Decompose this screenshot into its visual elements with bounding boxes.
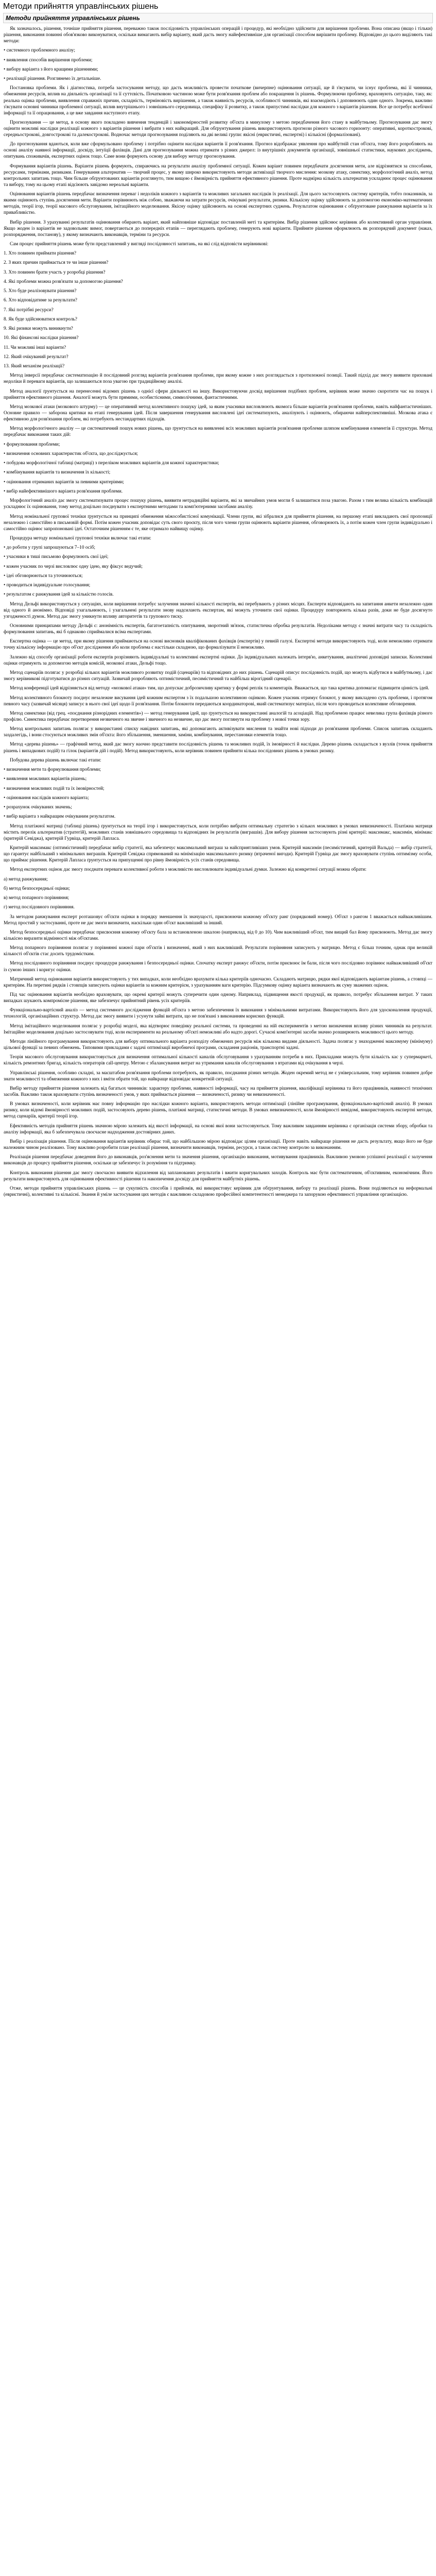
- paragraph: б) метод безпосередньої оцінки;: [4, 886, 70, 891]
- paragraph: Залежно від способу організації роботи експертів розрізняють індивідуальні та колективні експертні оцінки. До індивідуальних належать інтерв'ю, анкетування, аналітичні доповідні записки. Колективні оцінки отримують за допомогою методів комісій, мозкової атаки, Дельфі тощо.: [4, 654, 432, 666]
- paragraph: г) метод послідовного порівняння.: [4, 905, 75, 910]
- paragraph: За методом ранжування експерт розташовує об'єкти оцінки в порядку зменшення їх значущості, присвоюючи кожному об'єкту ранг (порядковий номер). Об'єкт з рангом 1 вважається найважливішим. Метод простий у застосуванні, проте не дає змоги визначити, наскільки один об'єкт важливіший за інший.: [4, 914, 432, 926]
- paragraph: • визначення основних характеристик об'єкта, що досліджується;: [4, 451, 138, 456]
- paragraph: • комбінування варіантів та визначення їх кількості;: [4, 470, 111, 476]
- article-body: [0, 23, 436, 1198]
- paragraph: 7. Які потрібні ресурси?: [4, 307, 54, 313]
- paragraph: Критерій максимакс (оптимістичний) передбачає вибір стратегії, яка забезпечує максимальний виграш за найсприятливіших умов. Критерій максимін (песимістичний, критерій Вальда) — вибір стратегії, що гарантує найбільший з мінімальних виграшів. Критерій Севіджа спрямований на мінімізацію максимального ризику (втраченої вигоди). Критерій Гурвіца дає змогу враховувати ступінь оптимізму особи, що приймає рішення. Критерій Лапласа ґрунтується на припущенні про рівну ймовірність усіх станів середовища.: [4, 845, 432, 863]
- paragraph: Прогнозування — це метод, в основу якого покладено вивчення тенденцій і закономірностей розвитку об'єкта в минулому з метою передбачення його стану в майбутньому. Прогнозування дає змогу оцінити можливі наслідки реалізації кожного з варіантів рішення і вибрати з них найкращий. Для обґрунтування рішень використовують прогнози різного часового горизонту: оперативні, короткострокові, середньострокові, довгострокові та далекострокові. Водночас методи прогнозування поділяють на дві великі групи: якісні (евристичні, експертні) і кількісні (формалізовані).: [4, 120, 432, 138]
- paragraph: Метод імітаційного моделювання полягає у розробці моделі, яка відтворює поведінку реальної системи, та проведенні на ній експериментів з метою визначення впливу різних чинників на результат. Імітаційне моделювання доцільно застосовувати тоді, коли експерименти на реальному об'єкті неможливі або надто дорогі. Сучасні комп'ютерні засоби значно розширюють можливості цього методу.: [4, 1023, 432, 1035]
- paragraph: • реалізації рішення. Розглянемо їх детальніше.: [4, 76, 101, 82]
- paragraph: Постановка проблеми. Як і діагностика, потреба застосування методу, що дасть можливість провести початкове (вичерпне) оцінювання ситуації, ще й з'ясувати, чи існує проблема, які її чинники, обмеження ресурсів, вплив на діяльність організації та її суттєвість. Початковою частиною може бути розв'язання проблем або покращення їх рішень. Формулюючи проблему, враховують ситуацію, таку, як: реальна оцінка проблеми, виявлення справжніх причин, складність, терміновість вирішення, а також наявність ресурсів, особливості чинників, які взаємодіють і доповнюють один одного. Зокрема, важливо з'ясувати основні чинники проблемної ситуації, вплив внутрішнього і зовнішнього середовища, специфіку її розвитку, а також припустимі наслідки для кожного з варіантів рішення. Все це потребує всебічної інформації та її опрацювання, а це вже завдання наступного етапу.: [4, 86, 432, 116]
- paragraph: Метод мозкової атаки (мозкового штурму) — це оперативний метод колективного пошуку ідей, за яким учасники висловлюють якомога більше варіантів розв'язання проблеми, навіть найфантастичніших. Основне правило — заборона критики на етапі генерування ідей. Після завершення генерування висловлені ідеї систематизують, аналізують і оцінюють, обираючи найперспективніші. Мозкова атака є ефективною для розв'язання проблем, які потребують нестандартних підходів.: [4, 404, 432, 422]
- paragraph: Теорія масового обслуговування використовується для визначення оптимальної кількості каналів обслуговування з урахуванням потреби в них. Прикладами можуть бути кількість кас у супермаркеті, кількість ремонтних бригад, кількість операторів call-центру. Метою є збалансування витрат на утримання каналів обслуговування з втратами від очікування в черзі.: [4, 1055, 432, 1066]
- paragraph: Метод послідовного порівняння поєднує процедури ранжування і безпосередньої оцінки. Спочатку експерт ранжує об'єкти, потім присвоює їм бали, після чого послідовно порівнює найважливіший об'єкт із сумою інших і коригує оцінки.: [4, 961, 432, 973]
- paragraph: Формування варіантів рішень. Варіанти рішень формують, спираючись на результати аналізу проблемної ситуації. Кожен варіант повинен передбачати досягнення мети, але відрізнятися за способами, ресурсами, термінами, ризиками. Генерування альтернатив — творчий процес, у якому широко використовують методи активізації творчого мислення: мозкову атаку, синектику, морфологічний аналіз, метод контрольних запитань тощо. Чим більше обґрунтованих варіантів розглянуто, тим вищою є ймовірність прийняття ефективного рішення. Проте надмірна кількість альтернатив ускладнює процес оцінювання та вибору, тому на цьому етапі відсіюють завідомо нереальні варіанти.: [4, 163, 432, 188]
- paragraph: • вибору варіанта з його кращими рішеннями;: [4, 66, 98, 72]
- paragraph: Метод експертних оцінок дає змогу поєднати переваги колективної роботи з можливістю висловлювати індивідуальні думки. Залежно від конкретної ситуації можна обрати:: [10, 867, 367, 873]
- paragraph: в) метод попарного порівняння;: [4, 895, 69, 901]
- paragraph: Метод Дельфі використовується у ситуаціях, коли вирішення потребує залучення значної кількості експертів, які перебувають у різних місцях. Експерти відповідають на запитання анкети незалежно один від одного й анонімно. Відповіді узагальнюють, і узагальнені результати знову надсилають експертам, які можуть уточнити свої оцінки. Процедуру повторюють кілька разів, доки не буде досягнуто узгодженості думок. Метод дає змогу уникнути впливу авторитетів та групового тиску.: [4, 601, 432, 619]
- paragraph: Процедура методу номінальної групової техніки включає такі етапи:: [10, 535, 151, 541]
- paragraph: Експертна оцінка — це метод, при якому рішення приймаються на основі висновків кваліфікованих фахівців (експертів) у певній галузі. Експертні методи використовують тоді, коли неможливо отримати точну кількісну інформацію про об'єкт дослідження або коли проблема є настільки складною, що формалізувати її неможливо.: [4, 639, 432, 651]
- paragraph: 5. Хто буде реалізовувати рішення?: [4, 289, 77, 294]
- paragraph: Матричний метод оцінювання варіантів використовують у тих випадках, коли необхідно врахувати кілька критеріїв одночасно. Складають матрицю, рядки якої відповідають варіантам рішень, а стовпці — критеріям. На перетині рядків і стовпців записують оцінки варіантів за кожним критерієм, з урахуванням ваги критерію. Підсумкову оцінку варіанта визначають як суму зважених оцінок.: [4, 976, 432, 988]
- paragraph: 2. З яких причин приймається те чи інше рішення?: [4, 260, 109, 266]
- paragraph: • кожен учасник по черзі висловлює одну ідею, яку фіксує ведучий;: [4, 564, 143, 569]
- paragraph: Основними принципами методу Дельфі є: анонімність експертів, багатоетапність опитування, зворотний зв'язок, статистична обробка результатів. Недоліками методу є значні витрати часу та складність формулювання запитань, які б однаково сприймалися всіма експертами.: [4, 623, 432, 635]
- paragraph: • визначення можливих подій та їх імовірностей;: [4, 786, 104, 791]
- paragraph: В умовах визначеності, коли керівник має повну інформацію про наслідки кожного варіанта, використовують методи оптимізації (лінійне програмування, функціонально-вартісний аналіз). В умовах ризику, коли відомі ймовірності можливих подій, застосовують дерево рішень, платіжні матриці, статистичні методи. В умовах невизначеності, коли ймовірності невідомі, використовують експертні методи, метод сценаріїв, критерії теорії ігор.: [4, 1101, 432, 1120]
- paragraph: а) метод ранжування;: [4, 876, 48, 882]
- paragraph: 12. Який очікуваний результат?: [4, 354, 68, 360]
- paragraph: Метод конференції ідей відрізняється від методу «мозкової атаки» тим, що допускає доброзичливу критику у формі реплік та коментарів. Вважається, що така критика допомагає підвищити цінність ідей.: [10, 686, 429, 691]
- paragraph: Метод платіжної матриці (таблиці рішень) ґрунтується на теорії ігор і використовується, коли потрібно вибрати оптимальну стратегію з кількох можливих в умовах невизначеності. Платіжна матриця містить перелік альтернатив (стратегій), можливих станів зовнішнього середовища та відповідних їм результатів (виграшів). Для вибору рішення застосовують різні критерії: максимакс, максимін, мінімакс (критерій Севіджа), критерій Гурвіца, критерій Лапласа.: [4, 823, 432, 841]
- paragraph: До прогнозування вдаються, коли вже сформульовано проблему і потрібно оцінити наслідки варіантів її розв'язання. Прогноз відображає уявлення про майбутній стан об'єкта, тому його розробляють на основі аналізу наявної інформації, досвіду, інтуїції фахівців. Дані для прогнозування можна отримати з різних джерел: із внутрішніх документів організації, зовнішньої статистики, наукових досліджень, опитувань споживачів, експертних оцінок тощо. Саме вони формують основу для вибору методу прогнозування.: [4, 142, 432, 160]
- paragraph: Метод аналогії ґрунтується на перенесенні відомих рішень з однієї сфери діяльності на іншу. Використовуючи досвід вирішення подібних проблем, керівник може значно скоротити час на пошук і прийняття ефективного рішення. Аналогії можуть бути прямими, особистісними, символічними, фантастичними.: [4, 388, 432, 400]
- paragraph: • виявлення можливих варіантів рішень;: [4, 776, 87, 782]
- paragraph: • розрахунок очікуваних значень;: [4, 805, 72, 810]
- paragraph: • системного проблемного аналізу;: [4, 48, 75, 54]
- paragraph: • побудова морфологічної таблиці (матриці) з переліком можливих варіантів для кожної характеристики;: [4, 461, 219, 466]
- paragraph: Функціонально-вартісний аналіз — метод системного дослідження функцій об'єкта з метою забезпечення їх виконання з мінімальними витратами. Використовують його для удосконалення продукції, технологій, організаційних структур. Метод дає змогу виявити і усунути зайві витрати, що не пов'язані з виконанням корисних функцій.: [4, 1008, 432, 1020]
- paragraph: 10. Які фінансові наслідки рішення?: [4, 335, 79, 341]
- paragraph: Як зазначалось, рішення, точніше прийняття рішення, переважно також послідовність управлінських операцій і процедур, які необхідно здійснити для вирішення проблеми. Вона описана (якщо і тільки) рішення, виконання повинні обов'язково виконуватися, оскільки вимагають вибір варіанту, який дасть змогу найефективніше для організації способом вирішити проблему. Відповідно до цього виділяють такі методи:: [4, 26, 432, 44]
- paragraph: Метод колективного блокноту поєднує незалежне висування ідей кожним експертом з їх подальшою колективною оцінкою. Кожен учасник отримує блокнот, у якому викладено суть проблеми, і протягом певного часу (зазвичай місяця) записує в нього свої ідеї щодо її розв'язання. Потім блокноти передаються координаторові, який систематизує матеріал, після чого проводиться колективне обговорення.: [4, 695, 432, 707]
- paragraph: Реалізація рішення передбачає доведення його до виконавців, роз'яснення мети та значення рішення, організацію виконання, мотивування працівників. Важливою умовою успішної реалізації є залучення виконавців до процесу прийняття рішення, оскільки це забезпечує їх розуміння та підтримку.: [4, 1155, 432, 1166]
- paragraph: • визначення мети та формулювання проблеми;: [4, 767, 101, 772]
- paragraph: • оцінювання отриманих варіантів за певними критеріями;: [4, 479, 124, 485]
- paragraph: Метод безпосередньої оцінки передбачає присвоєння кожному об'єкту бала за встановленою шкалою (наприклад, від 0 до 10). Чим важливіший об'єкт, тим вищий бал йому присвоюють. Метод дає змогу кількісно виразити відмінності між об'єктами.: [4, 929, 432, 941]
- paragraph: Під час оцінювання варіантів необхідно враховувати, що окремі критерії можуть суперечити один одному. Наприклад, підвищення якості продукції, як правило, потребує збільшення витрат. У таких випадках шукають компромісне рішення, яке забезпечує прийнятний рівень усіх критеріїв.: [4, 992, 432, 1004]
- paragraph: • вибір найефективнішого варіанта розв'язання проблеми.: [4, 488, 123, 494]
- paragraph: • проводиться індивідуальне голосування;: [4, 583, 91, 588]
- paragraph: Управлінські рішення, особливо складні, за масштабом розв'язання проблеми потребують, як правило, поєднання різних методів. Жоден окремий метод не є універсальним, тому керівник повинен добре знати можливості та обмеження кожного з них і вміти обрати той, що найкраще відповідає конкретній ситуації.: [4, 1070, 432, 1082]
- section-header: Методи прийняття управлінських рішень: [3, 13, 433, 23]
- paragraph: • результатом є ранжування ідей за кількістю голосів.: [4, 592, 114, 598]
- paragraph: Отже, методи прийняття управлінських рішень — це сукупність способів і прийомів, які використовує керівник для обґрунтування, вибору та реалізації рішень. Вони поділяються на неформальні (евристичні), колективні та кількісні. Знання й уміле застосування цих методів є важливою складовою професійної компетентності менеджера та запорукою ефективності управління організацією.: [4, 1185, 432, 1197]
- paragraph: Вибір рішення. З урахуванні результатів оцінювання обирають варіант, який найповніше відповідає поставленій меті та критеріям. Вибір рішення здійснює керівник або колективний орган управління. Якщо жоден із варіантів не задовольняє вимог, повертаються до попередніх етапів — переглядають проблему, генерують нові варіанти. Прийняте рішення оформлюють як розпорядчий документ (наказ, розпорядження, постанову), у якому визначають виконавців, терміни та ресурси.: [4, 219, 432, 238]
- paragraph: • до роботи у групі запрошуються 7–10 осіб;: [4, 545, 95, 551]
- page-title: Методи прийняття управлінських рішень: [3, 2, 159, 11]
- paragraph: Метод інверсії передбачає систематизацію й послідовний розгляд варіантів розв'язання проблеми, при якому кожне з них розглядається з протилежної позиції. Такий підхід дає змогу виявити приховані недоліки й переваги варіантів, що залишаються поза увагою при традиційному аналізі.: [4, 373, 432, 385]
- paragraph: Метод «дерева рішень» — графічний метод, який дає змогу наочно представити послідовність рішень та можливих подій, їх імовірності й наслідки. Дерево рішень складається з вузлів (точок прийняття рішень і випадкових подій) та гілок (варіантів дій і подій). Метод використовують, коли керівник повинен прийняти кілька послідовних рішень в умовах ризику.: [4, 742, 432, 754]
- paragraph: Побудова дерева рішень включає такі етапи:: [10, 757, 101, 763]
- paragraph: Морфологічний аналіз дає змогу систематизувати процес пошуку рішень, виявити нетрадиційні варіанти, які за звичайних умов могли б залишитися поза увагою. Разом з тим велика кількість комбінацій ускладнює їх оцінювання, тому метод доцільно поєднувати з експертними методами та комп'ютерними засобами аналізу.: [4, 498, 432, 510]
- paragraph: • оцінювання наслідків кожного варіанта;: [4, 795, 89, 801]
- paragraph: Вибір і реалізація рішення. Після оцінювання варіантів керівник обирає той, що найбільшою мірою відповідає цілям організації. Проте навіть найкраще рішення не дасть результату, якщо його не буде належним чином реалізовано. Тому важливо розробити план реалізації рішення, визначити виконавців, терміни, ресурси, а також систему контролю за виконанням.: [4, 1139, 432, 1150]
- paragraph: 13. Який механізм реалізації?: [4, 364, 65, 369]
- paragraph: • вибір варіанта з найкращим очікуваним результатом.: [4, 814, 116, 820]
- paragraph: Метод морфологічного аналізу — це систематичний пошук нових рішень, що ґрунтується на виявленні всіх можливих варіантів розв'язання проблеми шляхом комбінування елементів її структури. Метод передбачає виконання таких дій:: [4, 426, 432, 438]
- paragraph: 8. Як буде здійснюватися контроль?: [4, 316, 77, 322]
- paragraph: • ідеї обговорюються та уточнюються;: [4, 573, 83, 579]
- paragraph: Контроль виконання рішення дає змогу своєчасно виявити відхилення від запланованих результатів і вжити коригувальних заходів. Контроль має бути систематичним, об'єктивним, економічним. Його результати використовують для оцінювання ефективності рішення та накопичення досвіду для прийняття майбутніх рішень.: [4, 1170, 432, 1182]
- paragraph: Метод номінальної групової техніки ґрунтується на принципі обмеження міжособистісної комунікації. Члени групи, які зібралися для прийняття рішення, на першому етапі викладають свої пропозиції незалежно і самостійно в письмовій формі. Потім кожен учасник доповідає суть свого проєкту, після чого члени групи оцінюють варіанти рішення, обговорюють їх, а потім кожен член групи індивідуально і самостійно оцінює запропоновані ідеї. Остаточним рішенням є те, яке отримало найвищу оцінку.: [4, 514, 432, 532]
- paragraph: Вибір методу прийняття рішення залежить від багатьох чинників: характеру проблеми, наявності інформації, часу на прийняття рішення, кваліфікації керівника та його працівників, наявності технічних засобів. Важливо також враховувати ступінь визначеності умов, у яких приймається рішення — визначеності, ризику чи невизначеності.: [4, 1086, 432, 1097]
- paragraph: 1. Хто повинен приймати рішення?: [4, 251, 76, 257]
- paragraph: Метод сценаріїв полягає у розробці кількох варіантів можливого розвитку подій (сценаріїв) та відповідних до них рішень. Сценарій описує послідовність подій, що можуть відбутися в майбутньому, і дає змогу керівникові підготуватися до різних ситуацій. Зазвичай розробляють оптимістичний, песимістичний та найбільш вірогідний сценарії.: [4, 670, 432, 682]
- paragraph: • виявлення способів вирішення проблеми;: [4, 57, 93, 63]
- paragraph: Метод попарного порівняння полягає у порівнянні кожної пари об'єктів і визначенні, який з них важливіший. Результати порівняння записують у матрицю. Метод є більш точним, однак при великій кількості об'єктів стає досить трудомістким.: [4, 945, 432, 957]
- paragraph: Метод контрольних запитань полягає у використанні списку навідних запитань, які допомагають активізувати мислення та знайти нові підходи до розв'язання проблеми. Список запитань складають заздалегідь, і вони стосуються можливих змін об'єкта: його збільшення, зменшення, заміни, комбінування, перестановки елементів тощо.: [4, 726, 432, 738]
- paragraph: Метод синектики (від грец. «поєднання різнорідних елементів») — метод генерування ідей, що ґрунтується на використанні аналогій та асоціацій. Над проблемою працює невелика група фахівців різного профілю. Синектика передбачає перетворення незвичного на звичне і звичного на незвичне, що дає змогу поглянути на проблему з нової точки зору.: [4, 710, 432, 722]
- paragraph: 4. Які проблеми можна розв'язати за допомогою рішення?: [4, 279, 123, 284]
- paragraph: • формулювання проблеми;: [4, 442, 60, 447]
- paragraph: 3. Хто повинен брати участь у розробці рішення?: [4, 269, 106, 275]
- paragraph: 6. Хто відповідатиме за результати?: [4, 298, 77, 303]
- paragraph: Оцінювання варіантів рішень передбачає визначення переваг і недоліків кожного з варіантів та можливих загальних наслідків їх реалізації. Для цього застосовують систему критеріїв, тобто показників, за якими оцінюють ступінь досягнення мети. Варіанти порівнюють між собою, зважаючи на затрати ресурсів, очікувані результати, ризики. Кількісну оцінку здійснюють за допомогою економіко-математичних методів, теорії ігор, теорії масового обслуговування, імітаційного моделювання. Якісну оцінку здійснюють на основі експертних суджень. Результатом оцінювання є обґрунтоване ранжування варіантів за їх привабливістю.: [4, 192, 432, 216]
- paragraph: • учасники в тиші письмово формулюють свої ідеї;: [4, 554, 109, 560]
- paragraph: Методи лінійного програмування використовують для вибору оптимального варіанта розподілу обмежених ресурсів між кількома видами діяльності. Задача полягає у знаходженні максимуму (мінімуму) цільової функції за певних обмежень. Типовими прикладами є задачі оптимізації виробничої програми, складання раціонів, транспортні задачі.: [4, 1039, 432, 1051]
- paragraph: Сам процес прийняття рішень може бути представлений у вигляді послідовності запитань, на які слід відповісти керівникові:: [10, 241, 269, 247]
- paragraph: Ефективність методів прийняття рішень значною мірою залежить від якості інформації, на основі якої вони застосовуються. Тому важливим завданням керівника є організація системи збору, обробки та аналізу інформації, яка б забезпечувала своєчасне надходження достовірних даних.: [4, 1123, 432, 1135]
- paragraph: 11. Чи можливі інші варіанти?: [4, 345, 66, 350]
- paragraph: 9. Які ризики можуть виникнути?: [4, 326, 73, 332]
